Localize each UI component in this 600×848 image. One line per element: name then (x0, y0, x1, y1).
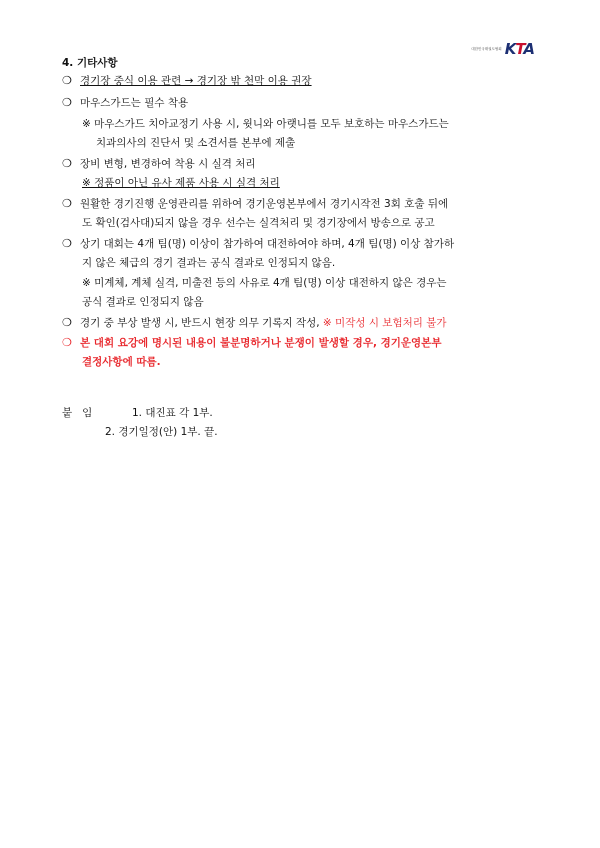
attachment-item: 2. 경기일정(안) 1부. 끝. (105, 426, 218, 438)
note-line: ※ 미계체, 계체 실격, 미출전 등의 사유로 4개 팀(명) 이상 대전하지 않은 경우는 (82, 277, 447, 289)
bullet-icon: ❍ (62, 157, 72, 170)
item-text: 경기 중 부상 발생 시, 반드시 현장 의무 기록지 작성, (80, 317, 320, 329)
attachments (62, 406, 218, 439)
note-line: ※ 마우스가드 치아교정기 사용 시, 윗니와 아랫니를 모두 보호하는 마우스가드는 (82, 118, 449, 130)
list-item (62, 197, 448, 211)
bullet-icon: ❍ (62, 237, 72, 250)
kta-logo-icon: KTA (504, 40, 534, 58)
list-item (62, 157, 256, 171)
warning-text: ※ 미작성 시 보험처리 불가 (322, 317, 447, 329)
item-text: 마우스가드는 필수 착용 (80, 97, 189, 109)
item-text: 경기장 중식 이용 관련 → 경기장 밖 천막 이용 권장 (80, 75, 312, 87)
note-line: ※ 정품이 아닌 유사 제품 사용 시 실격 처리 (82, 177, 280, 189)
logo-org-text: 대한민국태권도협회 (471, 46, 502, 51)
list-item (62, 74, 312, 88)
note-line: 공식 결과로 인정되지 않음 (82, 296, 204, 308)
list-item (62, 96, 188, 110)
continuation-line: 결정사항에 따름. (82, 356, 161, 368)
item-text: 상기 대회는 4개 팀(명) 이상이 참가하여 대전하여야 하며, 4개 팀(명) 이상 참가하 (80, 238, 455, 250)
note-line: 치과의사의 진단서 및 소견서를 본부에 제출 (96, 137, 296, 149)
bullet-icon: ❍ (62, 74, 72, 87)
section-title: 4. 기타사항 (62, 57, 118, 69)
bullet-icon: ❍ (62, 336, 72, 349)
attachments-label: 붙임 (62, 407, 103, 419)
item-text: 원활한 경기진행 운영관리를 위하여 경기운영본부에서 경기시작전 3회 호출 뒤에 (80, 198, 449, 210)
list-item (62, 336, 441, 350)
item-text: 본 대회 요강에 명시된 내용이 불분명하거나 분쟁이 발생할 경우, 경기운영본부 (80, 337, 442, 349)
attachment-item: 1. 대진표 각 1부. (132, 407, 213, 419)
continuation-line: 지 않은 체급의 경기 결과는 공식 결과로 인정되지 않음. (82, 257, 336, 269)
bullet-icon: ❍ (62, 316, 72, 329)
list-item (62, 237, 454, 251)
item-text: 장비 변형, 변경하여 착용 시 실격 처리 (80, 158, 256, 170)
logo (470, 40, 534, 58)
list-item (62, 316, 447, 330)
bullet-icon: ❍ (62, 96, 72, 109)
bullet-icon: ❍ (62, 197, 72, 210)
continuation-line: 도 확인(검사대)되지 않을 경우 선수는 실격처리 및 경기장에서 방송으로 공고 (82, 217, 435, 229)
